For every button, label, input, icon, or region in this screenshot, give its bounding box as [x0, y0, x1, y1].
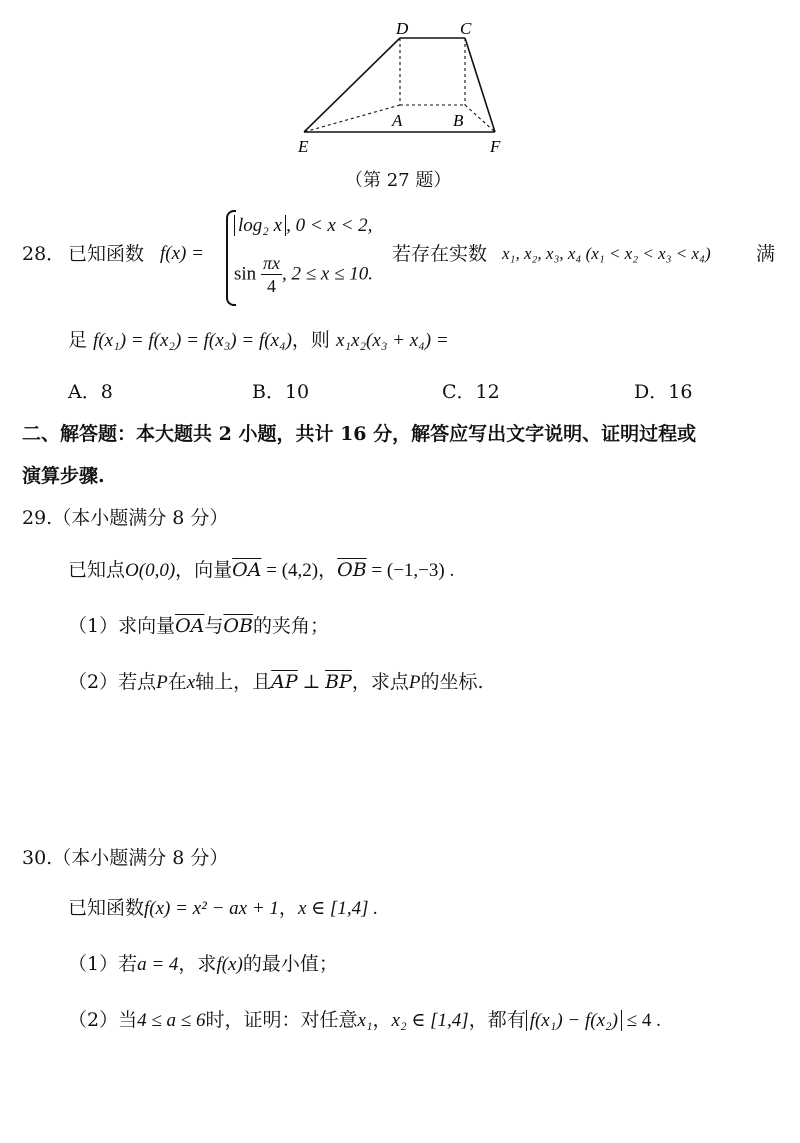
q30-p2-a: （2）当	[68, 1009, 138, 1031]
q30-part2	[68, 1008, 661, 1033]
q30-p1-c: 的最小值；	[242, 953, 338, 975]
q30-s1-a: 已知函数	[68, 897, 145, 919]
q28-case2-num: πx	[262, 253, 280, 273]
q29-p1-a: （1）求向量	[68, 615, 176, 637]
q29-p2-p2: P	[408, 672, 421, 693]
q28-case1-expr: log₂ x	[234, 215, 286, 236]
q28-case2-sin: sin	[234, 263, 257, 285]
q29-p2-p: P	[156, 672, 168, 693]
q29-p2-e: 的坐标.	[420, 671, 484, 693]
q30-part1	[68, 952, 338, 977]
q28-after: 若存在实数	[392, 243, 488, 265]
q29-p2-a: （2）若点	[68, 671, 157, 693]
q30-p2-abs: f(x₁) − f(x₂)	[526, 1010, 622, 1031]
label-B: B	[453, 111, 464, 130]
q30-s1-b: ，	[278, 897, 298, 919]
q30-p1-a: （1）若	[68, 953, 138, 975]
q29-s1-mid: ，向量	[175, 559, 233, 581]
q30-p1-b: ，求	[178, 953, 217, 975]
label-D: D	[396, 19, 409, 38]
q30-p2-sep: ，	[372, 1009, 392, 1031]
q29-ob-value: = (−1,−3) .	[366, 560, 455, 581]
q28-line2-b: ，则	[291, 329, 330, 351]
q29-sep: ，	[318, 559, 338, 581]
q28-line2-a: 足	[68, 329, 88, 351]
q29-p2-ap: $\overline{AP}$	[271, 671, 298, 693]
q29-p2-d: ，求点	[351, 671, 409, 693]
q29-p1-b: 与	[204, 615, 224, 637]
label-C: C	[460, 19, 472, 38]
label-A: A	[392, 111, 403, 130]
q30-header: 30.（本小题满分 8 分）	[22, 847, 229, 869]
q28-option-c: C．12	[442, 381, 500, 403]
q28-case2-den: 4	[266, 276, 276, 296]
q29-p2-perp: ⊥	[297, 672, 326, 693]
q30-function: f(x) = x² − ax + 1	[144, 898, 279, 919]
q30-p2-x2: x₂ ∈ [1,4]	[391, 1010, 469, 1031]
q28-fx: f(x) =	[160, 243, 204, 264]
q29-s1: 已知点	[68, 559, 126, 581]
q29-oa-value: = (4,2)	[261, 560, 319, 581]
q28-option-b: B．10	[252, 381, 310, 403]
q28-option-d: D．16	[634, 381, 693, 403]
q28-vars: x₁, x₂, x₃, x₄ (x₁ < x₂ < x₃ < x₄)	[502, 244, 711, 263]
q30-p2-x1: x₁	[357, 1010, 373, 1031]
q28-case1-cond: , 0 < x < 2,	[286, 215, 373, 236]
q29-p2-c: 轴上，且	[195, 671, 272, 693]
label-F: F	[490, 137, 501, 156]
q30-p2-cond: 4 ≤ a ≤ 6	[137, 1010, 206, 1031]
q29-p1-c: 的夹角；	[252, 615, 329, 637]
q29-p1-oa: $\overline{OA}$	[175, 615, 205, 637]
q30-p1-eq: a = 4	[137, 954, 179, 975]
q28-case1	[234, 214, 372, 238]
label-E: E	[298, 137, 309, 156]
q30-domain: x ∈ [1,4] .	[297, 898, 378, 919]
q30-p2-end: ≤ 4 .	[621, 1010, 661, 1031]
q29-p2-bp: $\overline{BP}$	[325, 671, 352, 693]
q28-end: 满	[756, 243, 776, 265]
q30-p2-c: ，都有	[468, 1009, 526, 1031]
section2-line2: 演算步骤.	[22, 465, 105, 487]
q28-case2-cond: , 2 ≤ x ≤ 10.	[281, 263, 373, 285]
q29-part1	[68, 614, 329, 638]
q29-p2-x: x	[186, 672, 196, 693]
q29-vector-oa: $\overline{OA}$	[232, 559, 262, 581]
q28-line2-expr: x₁x₂(x₃ + x₄) =	[335, 330, 449, 351]
q30-statement	[68, 896, 378, 921]
q30-p1-f: f(x)	[216, 954, 243, 975]
q28-line2-eq: f(x₁) = f(x₂) = f(x₃) = f(x₄)	[93, 330, 292, 351]
q29-statement	[68, 558, 454, 583]
trapezoid-figure	[290, 10, 520, 160]
q29-point-o: O(0,0)	[125, 560, 176, 581]
q28-case2-frac	[261, 252, 282, 297]
q28-case2	[234, 252, 373, 297]
q29-p1-ob: $\overline{OB}$	[223, 615, 253, 637]
q28-option-a: A．8	[68, 381, 113, 403]
q29-header: 29.（本小题满分 8 分）	[22, 507, 229, 529]
q28-number: 28．	[22, 243, 66, 265]
q29-part2	[68, 670, 483, 695]
q29-vector-ob: $\overline{OB}$	[337, 559, 367, 581]
q29-p2-b: 在	[167, 671, 187, 693]
q28-line2	[68, 328, 449, 353]
figure-caption: （第 27 题）	[345, 170, 452, 191]
q30-p2-b: 时，证明：对任意	[205, 1009, 358, 1031]
q28-lead: 已知函数	[68, 243, 145, 265]
section2-line1: 二、解答题：本大题共 2 小题，共计 16 分，解答应写出文字说明、证明过程或	[22, 423, 697, 445]
